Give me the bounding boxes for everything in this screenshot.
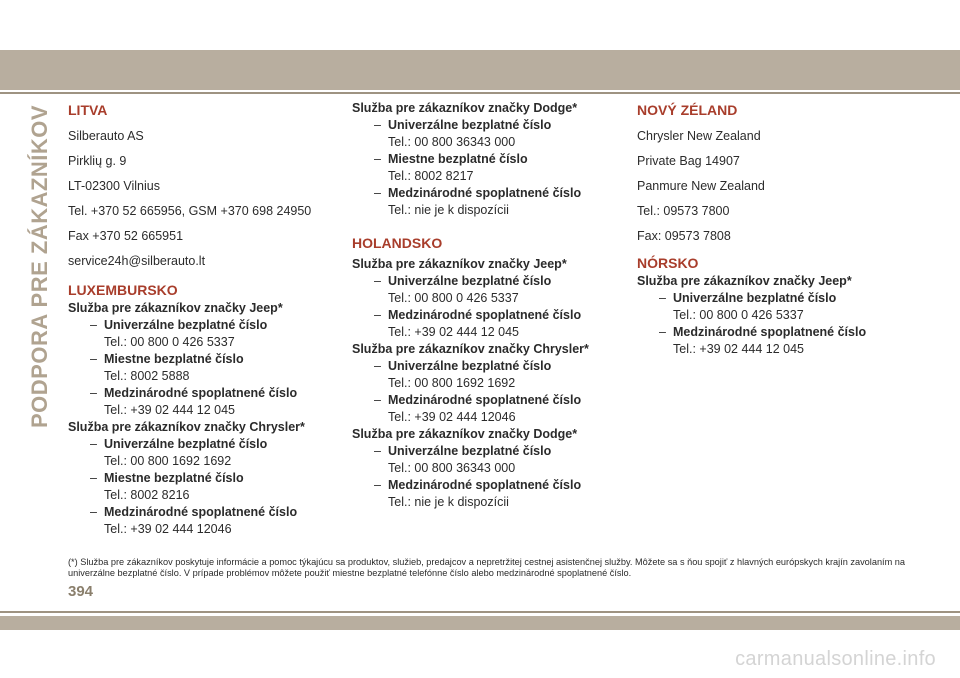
- service-title-jeep: Služba pre zákazníkov značky Jeep*: [68, 301, 283, 315]
- contact-entry: – Miestne bezplatné číslo Tel.: 8002 5888: [90, 352, 244, 383]
- service-title-dodge: Služba pre zákazníkov značky Dodge*: [352, 101, 578, 115]
- nz-line: Tel.: 09573 7800: [637, 204, 730, 218]
- contact-entry: – Medzinárodné spoplatnené číslo Tel.: +39 02 444 12046: [90, 505, 298, 536]
- contact-entry: – Univerzálne bezplatné číslo Tel.: 00 800 1692 1692: [90, 437, 268, 468]
- litva-line: Silberauto AS: [68, 129, 144, 143]
- contact-entry: – Univerzálne bezplatné číslo Tel.: 00 800 36343 000: [374, 118, 552, 149]
- contact-entry: – Univerzálne bezplatné číslo Tel.: 00 800 0 426 5337: [659, 291, 837, 322]
- contact-entry: – Miestne bezplatné číslo Tel.: 8002 8217: [374, 152, 528, 183]
- column-3: [637, 100, 927, 358]
- heading-novy-zeland: NOVÝ ZÉLAND: [637, 102, 738, 118]
- contact-entry: – Univerzálne bezplatné číslo Tel.: 00 800 0 426 5337: [90, 318, 268, 349]
- heading-norsko: NÓRSKO: [637, 255, 699, 271]
- service-title-jeep: Služba pre zákazníkov značky Jeep*: [637, 274, 852, 288]
- contact-entry: – Univerzálne bezplatné číslo Tel.: 00 800 0 426 5337: [374, 274, 552, 305]
- litva-line: Tel. +370 52 665956, GSM +370 698 24950: [68, 204, 312, 218]
- contact-entry: – Medzinárodné spoplatnené číslo Tel.: +39 02 444 12 045: [90, 386, 298, 417]
- litva-line: LT-02300 Vilnius: [68, 179, 160, 193]
- watermark: carmanualsonline.info: [735, 648, 936, 670]
- heading-holandsko: HOLANDSKO: [352, 235, 443, 251]
- litva-email: service24h@silberauto.lt: [68, 254, 206, 268]
- bottom-rule: [0, 611, 960, 613]
- litva-line: Pirklių g. 9: [68, 154, 127, 168]
- top-band: [0, 50, 960, 90]
- litva-line: Fax +370 52 665951: [68, 229, 184, 243]
- nz-line: Panmure New Zealand: [637, 179, 765, 193]
- service-title-chrysler: Služba pre zákazníkov značky Chrysler*: [68, 420, 305, 434]
- service-title-dodge: Služba pre zákazníkov značky Dodge*: [352, 427, 578, 441]
- service-title-jeep: Služba pre zákazníkov značky Jeep*: [352, 257, 567, 271]
- contact-entry: – Univerzálne bezplatné číslo Tel.: 00 800 36343 000: [374, 444, 552, 475]
- nz-line: Fax: 09573 7808: [637, 229, 731, 243]
- column-1: [68, 100, 343, 538]
- section-side-title: PODPORA PRE ZÁKAZNÍKOV: [27, 104, 52, 428]
- service-title-chrysler: Služba pre zákazníkov značky Chrysler*: [352, 342, 589, 356]
- contact-entry: – Univerzálne bezplatné číslo Tel.: 00 800 1692 1692: [374, 359, 552, 390]
- bottom-band: [0, 616, 960, 630]
- contact-entry: – Medzinárodné spoplatnené číslo Tel.: +39 02 444 12046: [374, 393, 582, 424]
- heading-litva: LITVA: [68, 102, 108, 118]
- page-number: 394: [68, 583, 94, 600]
- column-2: [352, 100, 627, 511]
- contact-entry: – Medzinárodné spoplatnené číslo Tel.: +39 02 444 12 045: [374, 308, 582, 339]
- contact-entry: – Medzinárodné spoplatnené číslo Tel.: nie je k dispozícii: [374, 186, 582, 217]
- nz-line: Private Bag 14907: [637, 154, 740, 168]
- contact-entry: – Medzinárodné spoplatnené číslo Tel.: +39 02 444 12 045: [659, 325, 867, 356]
- contact-entry: – Medzinárodné spoplatnené číslo Tel.: nie je k dispozícii: [374, 478, 582, 509]
- footnote: (*) Služba pre zákazníkov poskytuje informácie a pomoc týkajúcu sa produktov, služieb, predajcov a nepretržitej cestnej asistenčnej služby. Môžete sa s ňou spojiť z hlavných európskych krajín zavolaním na univerzálne bezplatné číslo. V prípade problémov môžete použiť miestne bezplatné telefónne číslo alebo medzinárodné spoplatnené číslo.: [68, 557, 906, 578]
- top-rule: [0, 92, 960, 94]
- nz-line: Chrysler New Zealand: [637, 129, 761, 143]
- heading-luxembursko: LUXEMBURSKO: [68, 282, 178, 298]
- contact-entry: – Miestne bezplatné číslo Tel.: 8002 8216: [90, 471, 244, 502]
